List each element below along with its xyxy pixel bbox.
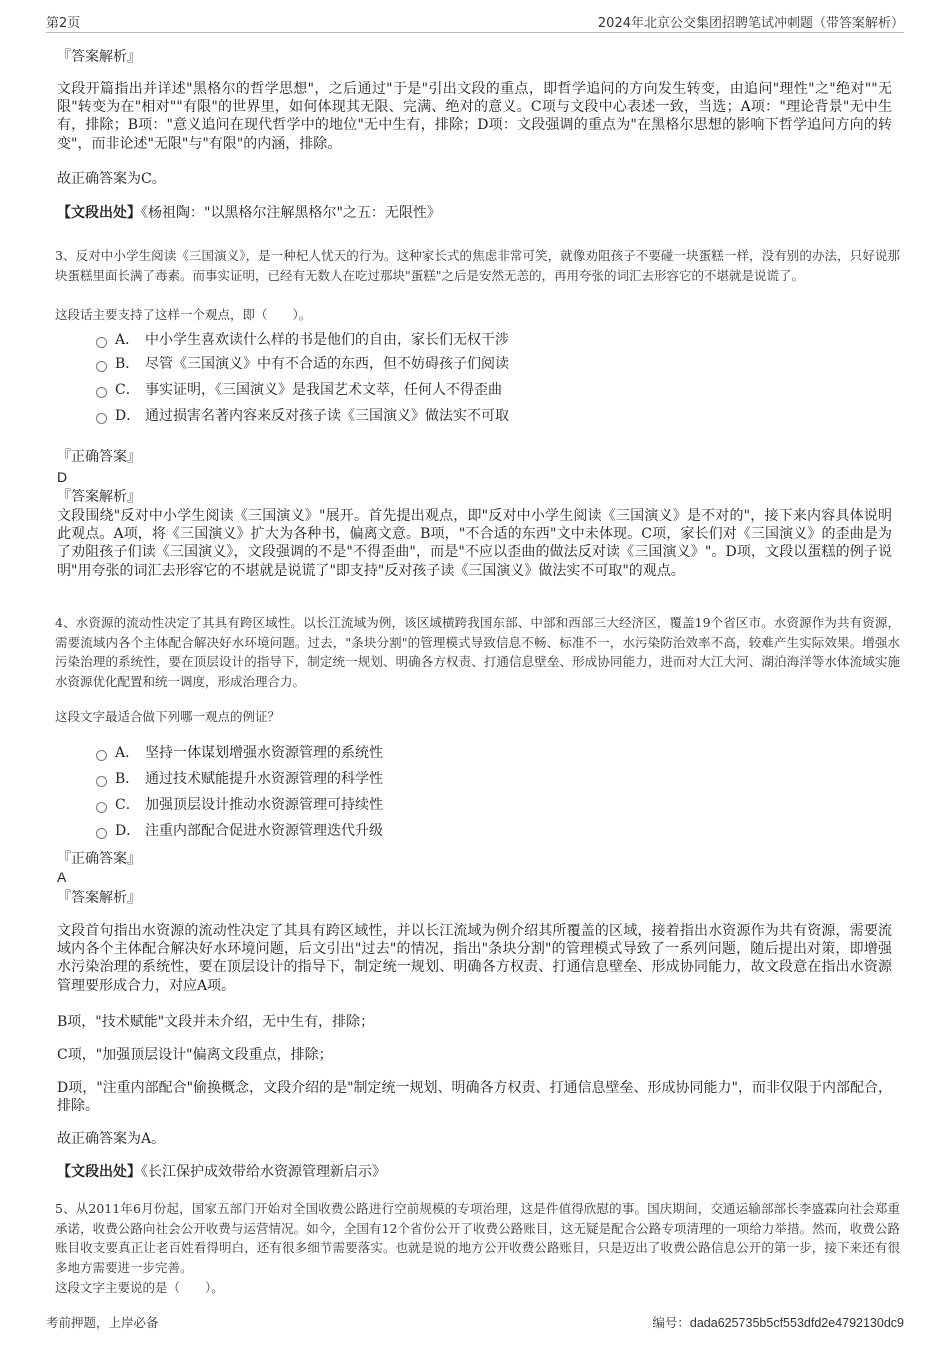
q3-option-b[interactable]: B． 尽管《三国演义》中有不合适的东西，但不妨碍孩子们阅读: [96, 354, 509, 374]
q4-prompt: 这段文字最适合做下列哪一观点的例证？: [55, 709, 281, 724]
radio-icon[interactable]: [96, 337, 107, 348]
q5-prompt: 这段文字主要说的是（ ）。: [55, 1280, 224, 1295]
q5-text: 5、从2011年6月份起，国家五部门开始对全国收费公路进行空前规模的专项治理，这是件值得欣慰的事。国庆期间，交通运输部部长李盛霖向社会郑重承诺，收费公路向社会公开收费与运营情况。如今，全国有12个省份公开了收费公路账目，这无疑是配合公路专项清理的一项给力举措。然而，收费公路账目收支要真正让老百姓看得明白，还有很多细节需要落实。也就是说的地方公开收费公路账目，只是迈出了收费公路信息公开的第一步，接下来还有很多地方需要进一步完善。: [55, 1201, 900, 1275]
radio-icon[interactable]: [96, 387, 107, 398]
q3-option-a[interactable]: A． 中小学生喜欢读什么样的书是他们的自由，家长们无权干涉: [96, 330, 509, 350]
page-number: 第2页: [46, 16, 81, 31]
q4-text: 4、水资源的流动性决定了其具有跨区域性。以长江流域为例，该区域横跨我国东部、中部和西部三大经济区，覆盖19个省区市。水资源作为共有资源，需要流域内各个主体配合解决好水环境问题。过去，"条块分割"的管理模式导致信息不畅、标准不一，水污染防治效率不高，较难产生实际效果。增强水污染治理的系统性，要在顶层设计的指导下，制定统一规划、明确各方权责、打通信息壁垒、形成协同能力，进而对大江大河、湖泊海洋等水体流域实施水资源优化配置和统一调度，形成治理合力。: [55, 615, 900, 689]
q4-option-b[interactable]: B． 通过技术赋能提升水资源管理的科学性: [96, 769, 383, 789]
q4-source: [57, 1163, 892, 1182]
q3-answer: D: [57, 469, 68, 485]
q4-option-c[interactable]: C． 加强顶层设计推动水资源管理可持续性: [96, 795, 383, 815]
q3-analysis-label: 『答案解析』: [57, 489, 141, 505]
radio-icon[interactable]: [96, 828, 107, 839]
radio-icon[interactable]: [96, 750, 107, 761]
prev-source: [57, 204, 892, 223]
q4-analysis-label: 『答案解析』: [57, 890, 141, 906]
radio-icon[interactable]: [96, 361, 107, 372]
footer-code-label: 编号：: [652, 1315, 690, 1330]
footer-code-value: dada625735b5cf553dfd2e4792130dc9: [689, 1316, 904, 1330]
footer-slogan: 考前押题，上岸必备: [46, 1315, 159, 1330]
q4-source-label: 【文段出处】: [57, 1164, 141, 1180]
document-title: 2024年北京公交集团招聘笔试冲刺题（带答案解析）: [597, 16, 904, 31]
q4-analysis-text: 文段首句指出水资源的流动性决定了其具有跨区域性，并以长江流域为例介绍其所覆盖的区域，接着指出水资源作为共有资源，需要流域内各个主体配合解决好水环境问题，后文引出"过去"的情况，指出"条块分割"的管理模式导致了一系列问题，随后提出对策，即增强水污染治理的系统性，要在顶层设计的指导下，制定统一规划、明确各方权责、打通信息壁垒、形成协同能力，故文段意在指出水资源管理要形成合力，对应A项。: [57, 923, 892, 994]
q4-b-note: B项，"技术赋能"文段并未介绍，无中生有，排除；: [57, 1014, 375, 1030]
q4-conclusion: 故正确答案为A。: [57, 1131, 166, 1147]
page-header: [46, 10, 904, 33]
prev-source-label: 【文段出处】: [57, 205, 141, 221]
radio-icon[interactable]: [96, 413, 107, 424]
footer-code: [652, 1313, 904, 1331]
q4-answer: A: [57, 869, 67, 885]
q4-c-note: C项，"加强顶层设计"偏离文段重点，排除；: [57, 1047, 333, 1063]
q3-answer-label: 『正确答案』: [57, 449, 141, 465]
radio-icon[interactable]: [96, 776, 107, 787]
q3-option-c[interactable]: C． 事实证明，《三国演义》是我国艺术文萃，任何人不得歪曲: [96, 380, 502, 400]
q4-option-d[interactable]: D． 注重内部配合促进水资源管理迭代升级: [96, 821, 383, 841]
radio-icon[interactable]: [96, 802, 107, 813]
q4-d-note: D项，"注重内部配合"偷换概念，文段介绍的是"制定统一规划、明确各方权责、打通信息壁垒、形成协同能力"，而非仅限于内部配合，排除。: [57, 1080, 892, 1115]
prev-source-text: 《杨祖陶："以黑格尔注解黑格尔"之五：无限性》: [141, 205, 441, 221]
prev-analysis-text: 文段开篇指出并详述"黑格尔的哲学思想"，之后通过"于是"引出文段的重点，即哲学追问的方向发生转变，由追问"理性"之"绝对""无限"转变为在"相对""有限"的世界里，如何体现其无限、完满、绝对的意义。C项与文段中心表述一致，当选；A项："理论背景"无中生有，排除；B项："意义追问在现代哲学中的地位"无中生有，排除；D项：文段强调的重点为"在黑格尔思想的影响下哲学追问方向的转变"，而非论述"无限"与"有限"的内涵，排除。: [57, 81, 892, 152]
q3-prompt: 这段话主要支持了这样一个观点，即（ ）。: [55, 307, 312, 322]
prev-analysis-label: 『答案解析』: [57, 49, 141, 65]
q3-analysis-text: 文段围绕"反对中小学生阅读《三国演义》"展开。首先提出观点，即"反对中小学生阅读《三国演义》是不对的"，接下来内容具体说明此观点。A项，将《三国演义》扩大为各种书，偏离文意。B项，"不合适的东西"文中未体现。C项，家长们对《三国演义》的歪曲是为了劝阻孩子们读《三国演义》，文段强调的不是"不得歪曲"，而是"不应以歪曲的做法反对读《三国演义》"。D项，文段以蛋糕的例子说明"用夸张的词汇去形容它的不堪就是说谎了"即支持"反对孩子读《三国演义》做法实不可取"的观点。: [57, 508, 892, 579]
q4-option-a[interactable]: A． 坚持一体谋划增强水资源管理的系统性: [96, 743, 383, 763]
page-footer: [46, 1313, 904, 1333]
prev-conclusion: 故正确答案为C。: [57, 171, 166, 187]
q4-answer-label: 『正确答案』: [57, 851, 141, 867]
q4-source-text: 《长江保护成效带给水资源管理新启示》: [141, 1164, 386, 1180]
q3-text: 3、反对中小学生阅读《三国演义》，是一种杞人忧天的行为。这种家长式的焦虑非常可笑，就像劝阻孩子不要碰一块蛋糕一样，没有别的办法，只好说那块蛋糕里面长满了毒素。而事实证明，已经有无数人在吃过那块"蛋糕"之后是安然无恙的，再用夸张的词汇去形容它的不堪就是说谎了。: [55, 248, 900, 283]
q3-option-d[interactable]: D． 通过损害名著内容来反对孩子读《三国演义》做法实不可取: [96, 406, 509, 426]
